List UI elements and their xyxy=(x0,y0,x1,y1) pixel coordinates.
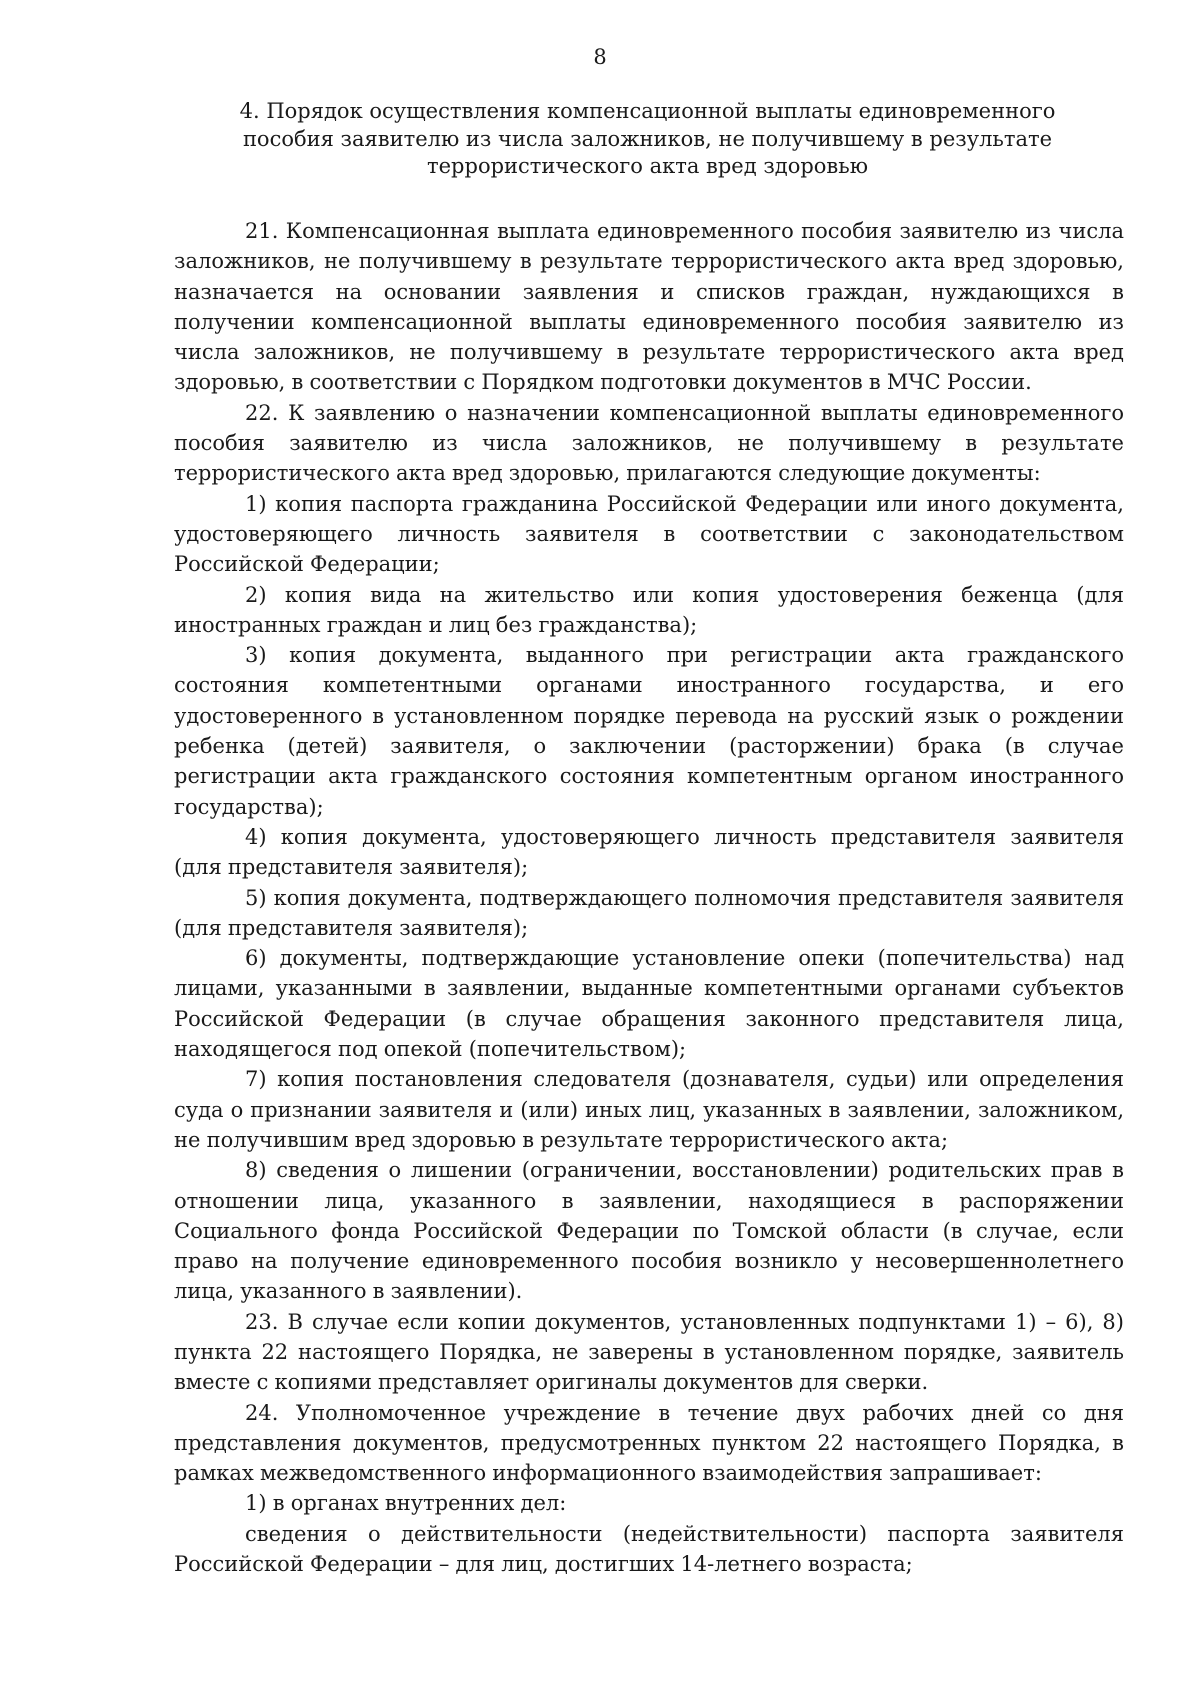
subitem-22-6: 6) документы, подтверждающие установление опеки (попечительства) над лицами, указанными в заявлении, выданные компетентными органами субъектов Российской Федерации (в случае обращения законного представителя лица, находящегося под опекой (попечительством); xyxy=(174,946,1124,1062)
subitem-22-3: 3) копия документа, выданного при регистрации акта гражданского состояния компетентными органами иностранного государства, и его удостоверенного в установленном порядке перевода на русский язык о рождении ребенка (детей) заявителя, о заключении (расторжении) брака (в случае регистрации акта гражданского состояния компетентным органом иностранного государства); xyxy=(174,643,1124,819)
subitem-22-2: 2) копия вида на жительство или копия удостоверения беженца (для иностранных граждан и лиц без гражданства); xyxy=(174,582,1124,637)
page-number: 8 xyxy=(593,45,607,69)
subitem-22-4: 4) копия документа, удостоверяющего личность представителя заявителя (для представителя заявителя); xyxy=(174,824,1124,880)
paragraph-21: 21. Компенсационная выплата единовременного пособия заявителю из числа заложников, не получившему в результате террористического акта вред здоровью, назначается на основании заявления и списков граждан, нуждающихся в получении компенсационной выплаты единовременного пособия заявителю из числа заложников, не получившему в результате террористического акта вред здоровью, в соответствии с Порядком подготовки документов в МЧС России. xyxy=(174,219,1124,395)
paragraph-22: 22. К заявлению о назначении компенсационной выплаты единовременного пособия заявителю из числа заложников, не получившему в результате террористического акта вред здоровью, прилагаются следующие документы: xyxy=(174,400,1124,486)
section-heading-line: пособия заявителю из числа заложников, не получившему в результате xyxy=(242,126,1053,151)
section-heading-line: террористического акта вред здоровью xyxy=(427,154,868,178)
section-heading-line: 4. Порядок осуществления компенсационной выплаты единовременного xyxy=(239,99,1056,123)
document-body xyxy=(174,216,1124,1579)
paragraph-23: 23. В случае если копии документов, установленных подпунктами 1) – 6), 8) пункта 22 настоящего Порядка, не заверены в установленном порядке, заявитель вместе с копиями представляет оригиналы документов для сверки. xyxy=(174,1309,1124,1395)
subitem-22-8: 8) сведения о лишении (ограничении, восстановлении) родительских прав в отношении лица, указанного в заявлении, находящиеся в распоряжении Социального фонда Российской Федерации по Томской области (в случае, если право на получение единовременного пособия возникло у несовершеннолетнего лица, указанного в заявлении). xyxy=(174,1158,1124,1304)
subitem-22-1: 1) копия паспорта гражданина Российской Федерации или иного документа, удостоверяющего личность заявителя в соответствии с законодательством Российской Федерации; xyxy=(174,491,1124,577)
subitem-22-5: 5) копия документа, подтверждающего полномочия представителя заявителя (для представителя заявителя); xyxy=(174,885,1124,940)
subitem-22-7: 7) копия постановления следователя (дознавателя, судьи) или определения суда о признании заявителя и (или) иных лиц, указанных в заявлении, заложником, не получившим вред здоровью в результате террористического акта; xyxy=(174,1067,1124,1152)
section-heading xyxy=(170,98,1125,181)
subitem-24-1: 1) в органах внутренних дел: xyxy=(245,1491,567,1516)
paragraph-24: 24. Уполномоченное учреждение в течение двух рабочих дней со дня представления документов, предусмотренных пунктом 22 настоящего Порядка, в рамках межведомственного информационного взаимодействия запрашивает: xyxy=(174,1400,1124,1486)
subitem-24-1-detail: сведения о действительности (недействительности) паспорта заявителя Российской Федерации – для лиц, достигших 14-летнего возраста; xyxy=(174,1521,1124,1577)
